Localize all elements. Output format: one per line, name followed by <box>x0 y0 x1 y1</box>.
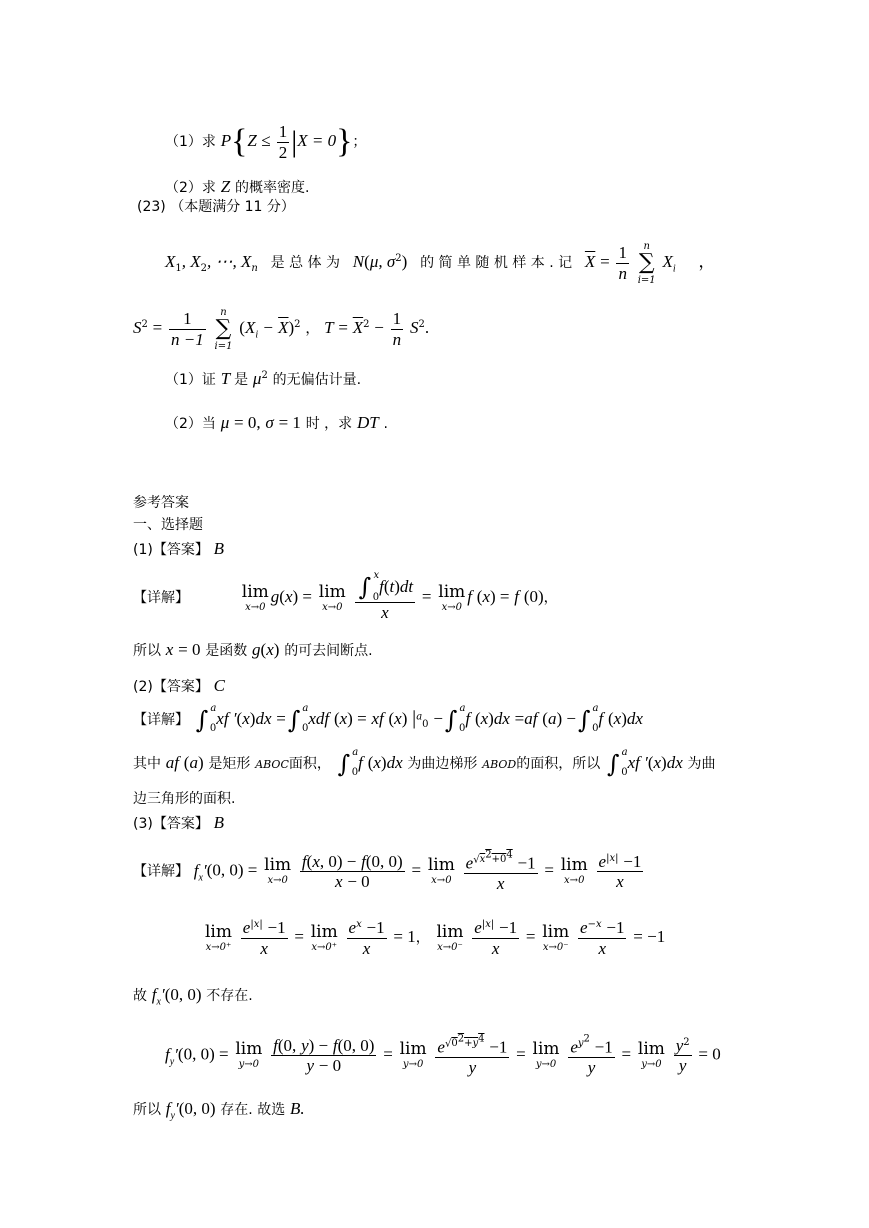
q3-onesided: lim x→0⁺ $\frac{e^{|x|} -1}{x}$ = lim x→0⁺ $\frac{e^x -1}{x}$ = 1， lim x→0⁻ $\frac{e^{|x|} -1}{x}$ = lim x→0⁻ $\frac{e^{-x} -1}{x}$ = −1 <box>205 918 666 958</box>
q2-explain1: 其中 af (a) 是矩形 ABOC面积， ∫ a 0 f (x)dx 为曲边梯形 ABOD的面积，所以 ∫ a 0 xf ′(x)dx 为曲 <box>133 747 716 778</box>
q1-answer-line <box>133 540 224 557</box>
q1-detail: 【详解】 lim x→0 g(x) = lim x→0 ∫ x 0 f(t)dt x = lim x→0 f (x) = f (0)， <box>133 570 558 622</box>
p23-sample-line: $X_1$, $X_2$, ⋯, $X_n$ 是 总 体 为 N(μ, $\sigma^2$) 的 简 单 随 机 样 本 . 记 $\overline{X}$ = $\frac{1}{n}$ n ∑ i=1 $X_i$ ， <box>165 241 716 286</box>
p23-part2-tail: . <box>383 416 388 432</box>
p23-part2-mid: 时 ，求 <box>305 416 353 432</box>
q1-detail-label: 【详解】 <box>133 590 189 607</box>
p23-sample-text: 是 总 体 为 <box>270 255 341 271</box>
q3-conc2-pre: 所以 <box>133 1102 161 1118</box>
q2-rect: ABOC <box>255 758 289 771</box>
q2-explain2: 边三角形的面积. <box>133 791 236 807</box>
q3-detail-fx: 【详解】 $f_x'(0$, 0) = lim x→0 $\frac{f(x, 0) - f(0, 0)}{x - 0}$ = lim x→0 $\frac{e^{√x^2+0^4} -1}{x}$ = lim x→0 $\frac{e^{|x|} -1}{x}$ <box>133 850 642 893</box>
p23-part1-mid: 是 <box>234 372 249 388</box>
q3-conc1-tail: 不存在. <box>206 988 253 1004</box>
q3-conclusion1: 故 $f_x'(0$, 0) 不存在. <box>133 985 253 1008</box>
q3-label: (3)【答案】 <box>133 816 209 832</box>
q2-text4: 为曲边梯形 <box>407 756 478 772</box>
p22-part2-label: （2）求 <box>165 180 216 196</box>
answers-title: 参考答案 <box>133 495 189 511</box>
p22-part2: （2）求 Z 的概率密度. <box>165 177 310 196</box>
answers-section: 一、选择题 <box>133 517 203 533</box>
q2-text2: 是矩形 <box>208 756 251 772</box>
q3-answer: B <box>213 813 225 832</box>
p22-part2-tail: 的概率密度. <box>234 180 310 196</box>
q1-conclusion-mid: 是函数 <box>205 643 248 659</box>
q2-answer-line <box>133 677 225 694</box>
p23-part2: （2）当 μ = 0, σ = 1 时 ，求 DT . <box>165 413 388 432</box>
p23-s2-line: $S^2$ = $\frac{1}{n -1}$ n ∑ i=1 $(X_i - \overline{X})^2$ ， $T = \overline{X}^2$ − $\frac{1}{n}$ $S^2$. <box>133 307 430 352</box>
q2-text6: 为曲 <box>687 756 716 772</box>
q3-answer-line <box>133 814 224 831</box>
q2-text5: 的面积，所以 <box>516 756 601 772</box>
q2-detail-label: 【详解】 <box>133 712 189 728</box>
q2-trap: ABOD <box>482 758 517 771</box>
q2-answer: C <box>213 676 225 695</box>
p22-part1-label: （1）求 <box>165 133 216 150</box>
q2-text1: 其中 <box>133 756 161 772</box>
p23-part1-tail: 的无偏估计量. <box>272 372 362 388</box>
p23-part2-prefix: （2）当 <box>165 416 216 432</box>
q3-detail-label: 【详解】 <box>133 863 189 880</box>
q1-conclusion-pre: 所以 <box>133 643 161 659</box>
q2-detail: 【详解】 ∫ a 0 xf ′(x)dx =∫ a 0 xdf (x) = xf (x) $|^a_0$ −∫ a 0 f (x)dx =af (a) −∫ a 0 f (x)dx <box>133 703 643 734</box>
q1-label: (1)【答案】 <box>133 542 209 558</box>
p23-part1-prefix: （1）证 <box>165 372 216 388</box>
q1-answer: B <box>213 539 225 558</box>
q3-conclusion2: 所以 $f_y'(0$, 0) 存在. 故选 B. <box>133 1099 305 1122</box>
q3-conc2-end: B. <box>289 1099 305 1118</box>
q2-label: (2)【答案】 <box>133 679 209 695</box>
q1-conclusion-tail: 的可去间断点. <box>284 643 373 659</box>
q3-detail-fy: $f_y'(0$, 0) = lim y→0 $\frac{f(0, y) - f(0, 0)}{y - 0}$ = lim y→0 $\frac{e^{√0^2+y^4} -1}{y}$ = lim y→0 $\frac{e^{y^2} -1}{y}$ = lim y→0 $\frac{y^2}{y}$ = 0 <box>165 1034 721 1077</box>
q2-text3: 面积， <box>288 756 331 772</box>
q3-conc1-pre: 故 <box>133 988 147 1004</box>
q3-conc2-tail: 存在. 故选 <box>220 1102 286 1118</box>
p22-part1: （1）求 P{Z ≤ $\frac{1}{2}$ |X = 0}； <box>165 122 367 162</box>
p23-header: (23) （本题满分 11 分） <box>137 199 295 215</box>
q1-conclusion: 所以 x = 0 是函数 g(x) 的可去间断点. <box>133 640 373 659</box>
p22-part1-formula: P{Z ≤ $\frac{1}{2}$ |X = 0} <box>220 122 353 162</box>
p23-sample-text2: 的 简 单 随 机 样 本 . 记 <box>420 255 573 271</box>
p23-part1: （1）证 T 是 $\mu^2$ 的无偏估计量. <box>165 369 362 388</box>
